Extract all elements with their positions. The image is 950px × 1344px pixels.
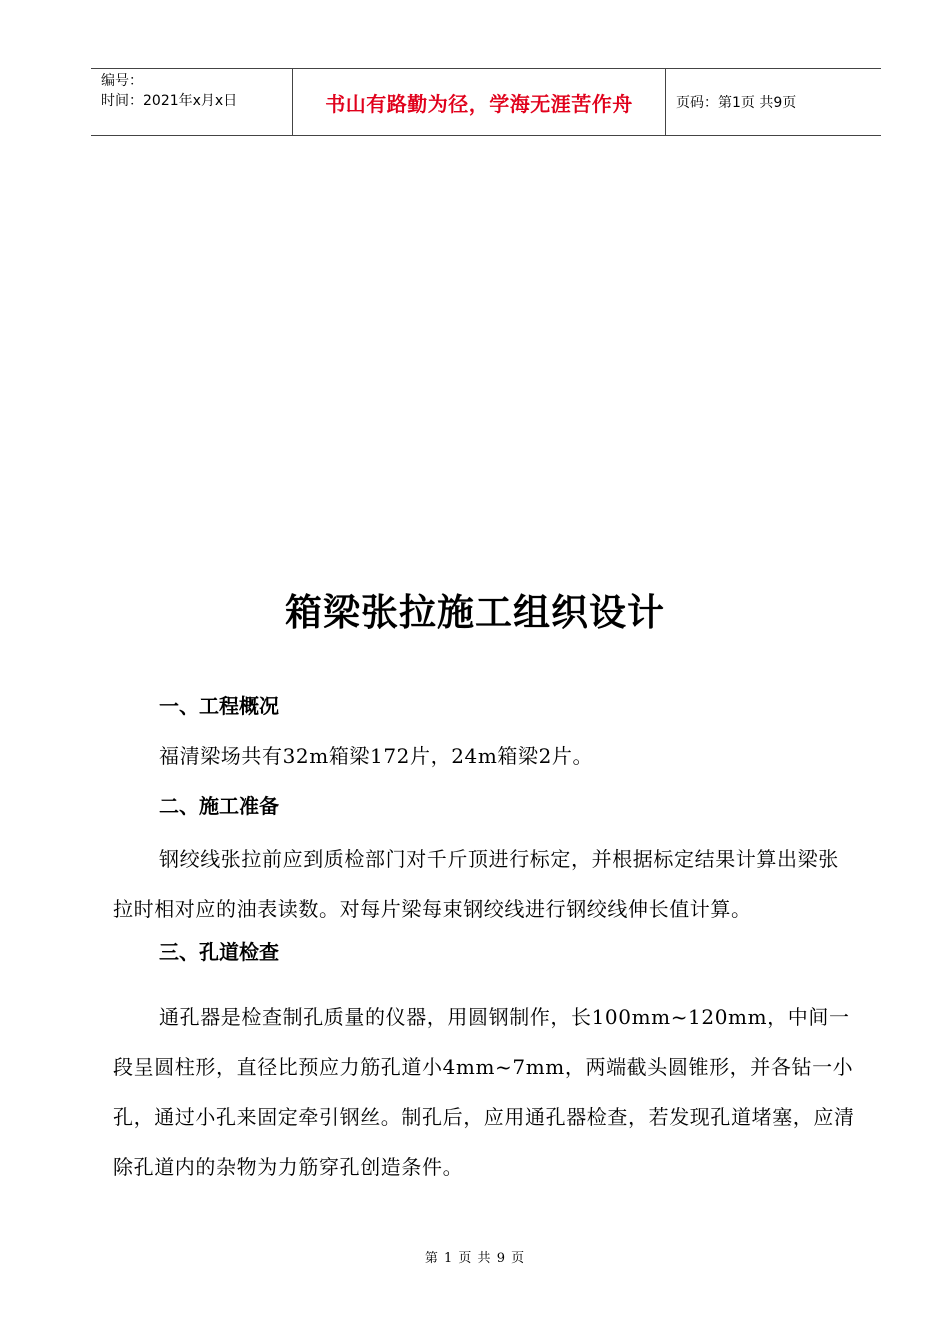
section-heading: 一、工程概况 bbox=[159, 694, 279, 718]
page-footer: 第 1 页 共 9 页 bbox=[424, 1251, 526, 1266]
section-paragraph: 通孔器是检查制孔质量的仪器，用圆钢制作，长100mm~120mm，中间一段呈圆柱形，直径比预应力筋孔道小4mm~7mm，两端截头圆锥形，并各钻一小孔，通过小孔来固定牵引钢丝。制孔后，应用通孔器检查，若发现孔道堵塞，应清除孔道内的杂物为力筋穿孔创造条件。 bbox=[113, 1005, 855, 1179]
section-heading: 二、施工准备 bbox=[159, 794, 279, 818]
document-time-label: 时间：2021年x月x日 bbox=[101, 93, 238, 109]
header-motto: 书山有路勤为径，学海无涯苦作舟 bbox=[293, 69, 666, 135]
header-meta bbox=[91, 69, 293, 135]
section-paragraph: 福清梁场共有32m箱梁172片，24m箱梁2片。 bbox=[159, 744, 594, 768]
section-heading: 三、孔道检查 bbox=[159, 940, 279, 964]
section-paragraph: 钢绞线张拉前应到质检部门对千斤顶进行标定，并根据标定结果计算出梁张拉时相对应的油表读数。对每片梁每束钢绞线进行钢绞线伸长值计算。 bbox=[113, 847, 839, 921]
page-header bbox=[91, 68, 881, 136]
document-number-label: 编号： bbox=[101, 73, 143, 89]
document-body bbox=[113, 688, 858, 1192]
header-page-info: 页码：第1页 共9页 bbox=[676, 95, 797, 111]
document-title: 箱梁张拉施工组织设计 bbox=[285, 590, 665, 634]
